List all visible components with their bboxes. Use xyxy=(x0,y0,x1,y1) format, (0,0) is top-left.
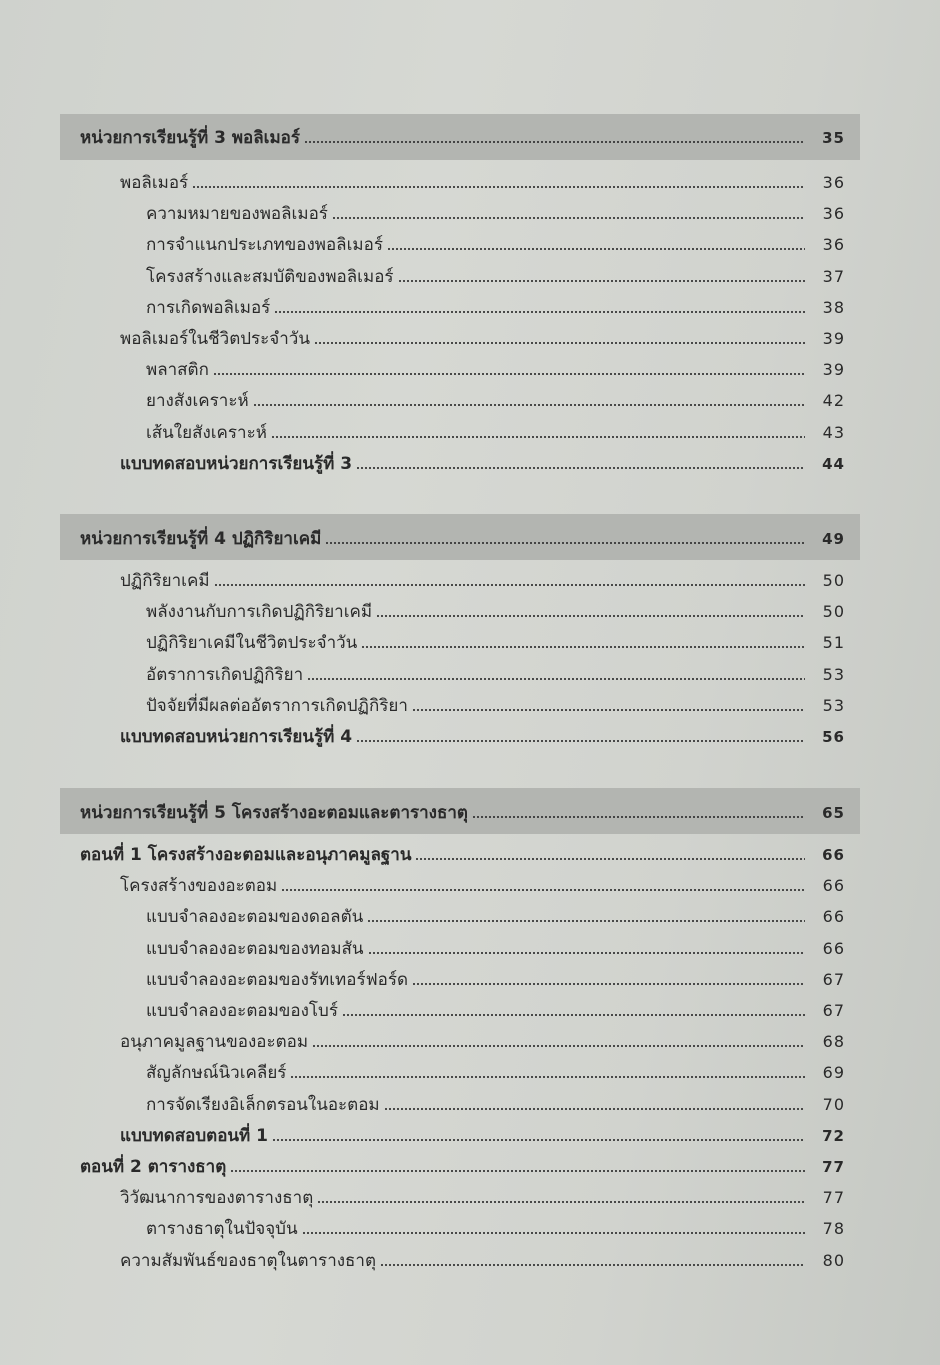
toc-label: โครงสร้างและสมบัติของพอลิเมอร์ xyxy=(146,267,394,287)
toc-label: วิวัฒนาการของตารางธาตุ xyxy=(120,1188,314,1208)
toc-entry[interactable] xyxy=(120,170,845,196)
toc-page-number: 36 xyxy=(822,204,845,223)
toc-entry[interactable] xyxy=(120,1185,845,1211)
toc-label: แบบจำลองอะตอมของทอมสัน xyxy=(146,939,364,959)
toc-label: แบบจำลองอะตอมของรัทเทอร์ฟอร์ด xyxy=(146,970,409,990)
toc-page-number: 77 xyxy=(822,1188,845,1207)
toc-entry[interactable] xyxy=(146,388,845,414)
toc-label: หน่วยการเรียนรู้ที่ 4 ปฏิกิริยาเคมี xyxy=(80,529,322,549)
toc-label: ตารางธาตุในปัจจุบัน xyxy=(146,1219,298,1239)
toc-label: อัตราการเกิดปฏิกิริยา xyxy=(146,665,304,685)
toc-entry[interactable] xyxy=(146,232,845,258)
dot-leader xyxy=(307,677,805,681)
toc-entry[interactable] xyxy=(146,599,845,625)
toc-entry[interactable] xyxy=(120,451,845,477)
toc-label: การเกิดพอลิเมอร์ xyxy=(146,298,271,318)
dot-leader xyxy=(415,857,805,861)
toc-entry[interactable] xyxy=(120,1123,845,1149)
toc-entry[interactable] xyxy=(120,724,845,750)
toc-page-number: 66 xyxy=(822,907,845,926)
dot-leader xyxy=(356,466,805,470)
dot-leader xyxy=(271,435,805,439)
toc-entry[interactable] xyxy=(146,357,845,383)
toc-entry[interactable] xyxy=(146,662,845,688)
dot-leader xyxy=(317,1200,805,1204)
toc-label: หน่วยการเรียนรู้ที่ 3 พอลิเมอร์ xyxy=(80,128,301,148)
toc-page-number: 70 xyxy=(822,1095,845,1114)
toc-page-number: 42 xyxy=(822,391,845,410)
toc-page-number: 39 xyxy=(822,329,845,348)
toc-label: ปัจจัยที่มีผลต่ออัตราการเกิดปฏิกิริยา xyxy=(146,696,408,716)
toc-page-number: 66 xyxy=(822,876,845,895)
toc-entry[interactable] xyxy=(146,1060,845,1086)
toc-label: ยางสังเคราะห์ xyxy=(146,391,249,411)
toc-label: แบบจำลองอะตอมของดอลตัน xyxy=(146,907,364,927)
toc-page-number: 39 xyxy=(822,360,845,379)
toc-entry[interactable] xyxy=(146,420,845,446)
toc-page-number: 36 xyxy=(822,173,845,192)
toc-label: พอลิเมอร์ในชีวิตประจำวัน xyxy=(120,329,310,349)
dot-leader xyxy=(412,982,805,986)
toc-label: ปฏิกิริยาเคมีในชีวิตประจำวัน xyxy=(146,633,358,653)
toc-unit-heading[interactable] xyxy=(80,800,845,826)
dot-leader xyxy=(384,1107,805,1111)
toc-page-number: 50 xyxy=(822,571,845,590)
dot-leader xyxy=(304,140,805,144)
toc-label: เส้นใยสังเคราะห์ xyxy=(146,423,267,443)
toc-page-number: 77 xyxy=(822,1158,845,1176)
toc-label: พอลิเมอร์ xyxy=(120,173,189,193)
toc-page-number: 65 xyxy=(822,804,845,822)
toc-label: แบบจำลองอะตอมของโบร์ xyxy=(146,1001,338,1021)
dot-leader xyxy=(376,614,805,618)
toc-page-number: 72 xyxy=(822,1127,845,1145)
toc-page-number: 53 xyxy=(822,696,845,715)
toc-page-number: 80 xyxy=(822,1251,845,1270)
dot-leader xyxy=(412,708,805,712)
toc-page-number: 35 xyxy=(822,129,845,147)
toc-entry[interactable] xyxy=(80,842,845,868)
toc-page-number: 51 xyxy=(822,633,845,652)
toc-label: ตอนที่ 1 โครงสร้างอะตอมและอนุภาคมูลฐาน xyxy=(80,845,412,865)
dot-leader xyxy=(192,185,805,189)
toc-entry[interactable] xyxy=(120,873,845,899)
toc-label: การจำแนกประเภทของพอลิเมอร์ xyxy=(146,235,383,255)
toc-entry[interactable] xyxy=(120,1248,845,1274)
toc-page-number: 50 xyxy=(822,602,845,621)
toc-entry[interactable] xyxy=(146,1216,845,1242)
toc-page-number: 68 xyxy=(822,1032,845,1051)
toc-page-number: 67 xyxy=(822,1001,845,1020)
toc-entry[interactable] xyxy=(146,998,845,1024)
dot-leader xyxy=(332,216,805,220)
toc-page-number: 78 xyxy=(822,1219,845,1238)
dot-leader xyxy=(314,341,805,345)
dot-leader xyxy=(387,247,805,251)
toc-label: แบบทดสอบหน่วยการเรียนรู้ที่ 3 xyxy=(120,454,353,474)
toc-label: สัญลักษณ์นิวเคลียร์ xyxy=(146,1063,287,1083)
toc-entry[interactable] xyxy=(120,326,845,352)
dot-leader xyxy=(368,951,805,955)
dot-leader xyxy=(380,1263,805,1267)
toc-label: ความสัมพันธ์ของธาตุในตารางธาตุ xyxy=(120,1251,376,1271)
dot-leader xyxy=(472,815,805,819)
dot-leader xyxy=(213,372,805,376)
toc-entry[interactable] xyxy=(146,630,845,656)
toc-page-number: 36 xyxy=(822,235,845,254)
toc-unit-heading[interactable] xyxy=(80,526,845,552)
toc-page-number: 67 xyxy=(822,970,845,989)
dot-leader xyxy=(367,919,805,923)
dot-leader xyxy=(272,1138,805,1142)
toc-label: แบบทดสอบหน่วยการเรียนรู้ที่ 4 xyxy=(120,727,353,747)
toc-entry[interactable] xyxy=(146,201,845,227)
toc-entry[interactable] xyxy=(120,1029,845,1055)
toc-entry[interactable] xyxy=(146,967,845,993)
toc-label: พลังงานกับการเกิดปฏิกิริยาเคมี xyxy=(146,602,373,622)
toc-entry[interactable] xyxy=(146,264,845,290)
toc-page-number: 43 xyxy=(822,423,845,442)
dot-leader xyxy=(253,403,805,407)
dot-leader xyxy=(398,279,805,283)
dot-leader xyxy=(281,888,805,892)
toc-page-number: 69 xyxy=(822,1063,845,1082)
dot-leader xyxy=(356,739,805,743)
toc-entry[interactable] xyxy=(146,1092,845,1118)
toc-page-number: 37 xyxy=(822,267,845,286)
toc-entry[interactable] xyxy=(80,1154,845,1180)
toc-page-number: 53 xyxy=(822,665,845,684)
toc-page-number: 49 xyxy=(822,530,845,548)
dot-leader xyxy=(274,310,805,314)
toc-label: พลาสติก xyxy=(146,360,209,380)
toc-page-number: 44 xyxy=(822,455,845,473)
toc-entry[interactable] xyxy=(146,904,845,930)
dot-leader xyxy=(361,645,805,649)
toc-entry[interactable] xyxy=(146,295,845,321)
toc-label: แบบทดสอบตอนที่ 1 xyxy=(120,1126,268,1146)
toc-label: การจัดเรียงอิเล็กตรอนในอะตอม xyxy=(146,1095,380,1115)
toc-page-number: 66 xyxy=(822,939,845,958)
toc-page-number: 56 xyxy=(822,728,845,746)
toc-label: ความหมายของพอลิเมอร์ xyxy=(146,204,328,224)
toc-label: ปฏิกิริยาเคมี xyxy=(120,571,210,591)
toc-label: อนุภาคมูลฐานของอะตอม xyxy=(120,1032,309,1052)
dot-leader xyxy=(214,583,805,587)
dot-leader xyxy=(325,541,805,545)
dot-leader xyxy=(312,1044,805,1048)
dot-leader xyxy=(302,1231,805,1235)
toc-label: หน่วยการเรียนรู้ที่ 5 โครงสร้างอะตอมและตารางธาตุ xyxy=(80,803,468,823)
toc-page-number: 66 xyxy=(822,846,845,864)
toc-entry[interactable] xyxy=(146,936,845,962)
toc-label: ตอนที่ 2 ตารางธาตุ xyxy=(80,1157,227,1177)
dot-leader xyxy=(290,1075,805,1079)
dot-leader xyxy=(342,1013,805,1017)
toc-unit-heading[interactable] xyxy=(80,125,845,151)
dot-leader xyxy=(230,1169,805,1173)
toc-page-number: 38 xyxy=(822,298,845,317)
toc-entry[interactable] xyxy=(146,693,845,719)
toc-label: โครงสร้างของอะตอม xyxy=(120,876,278,896)
toc-entry[interactable] xyxy=(120,568,845,594)
